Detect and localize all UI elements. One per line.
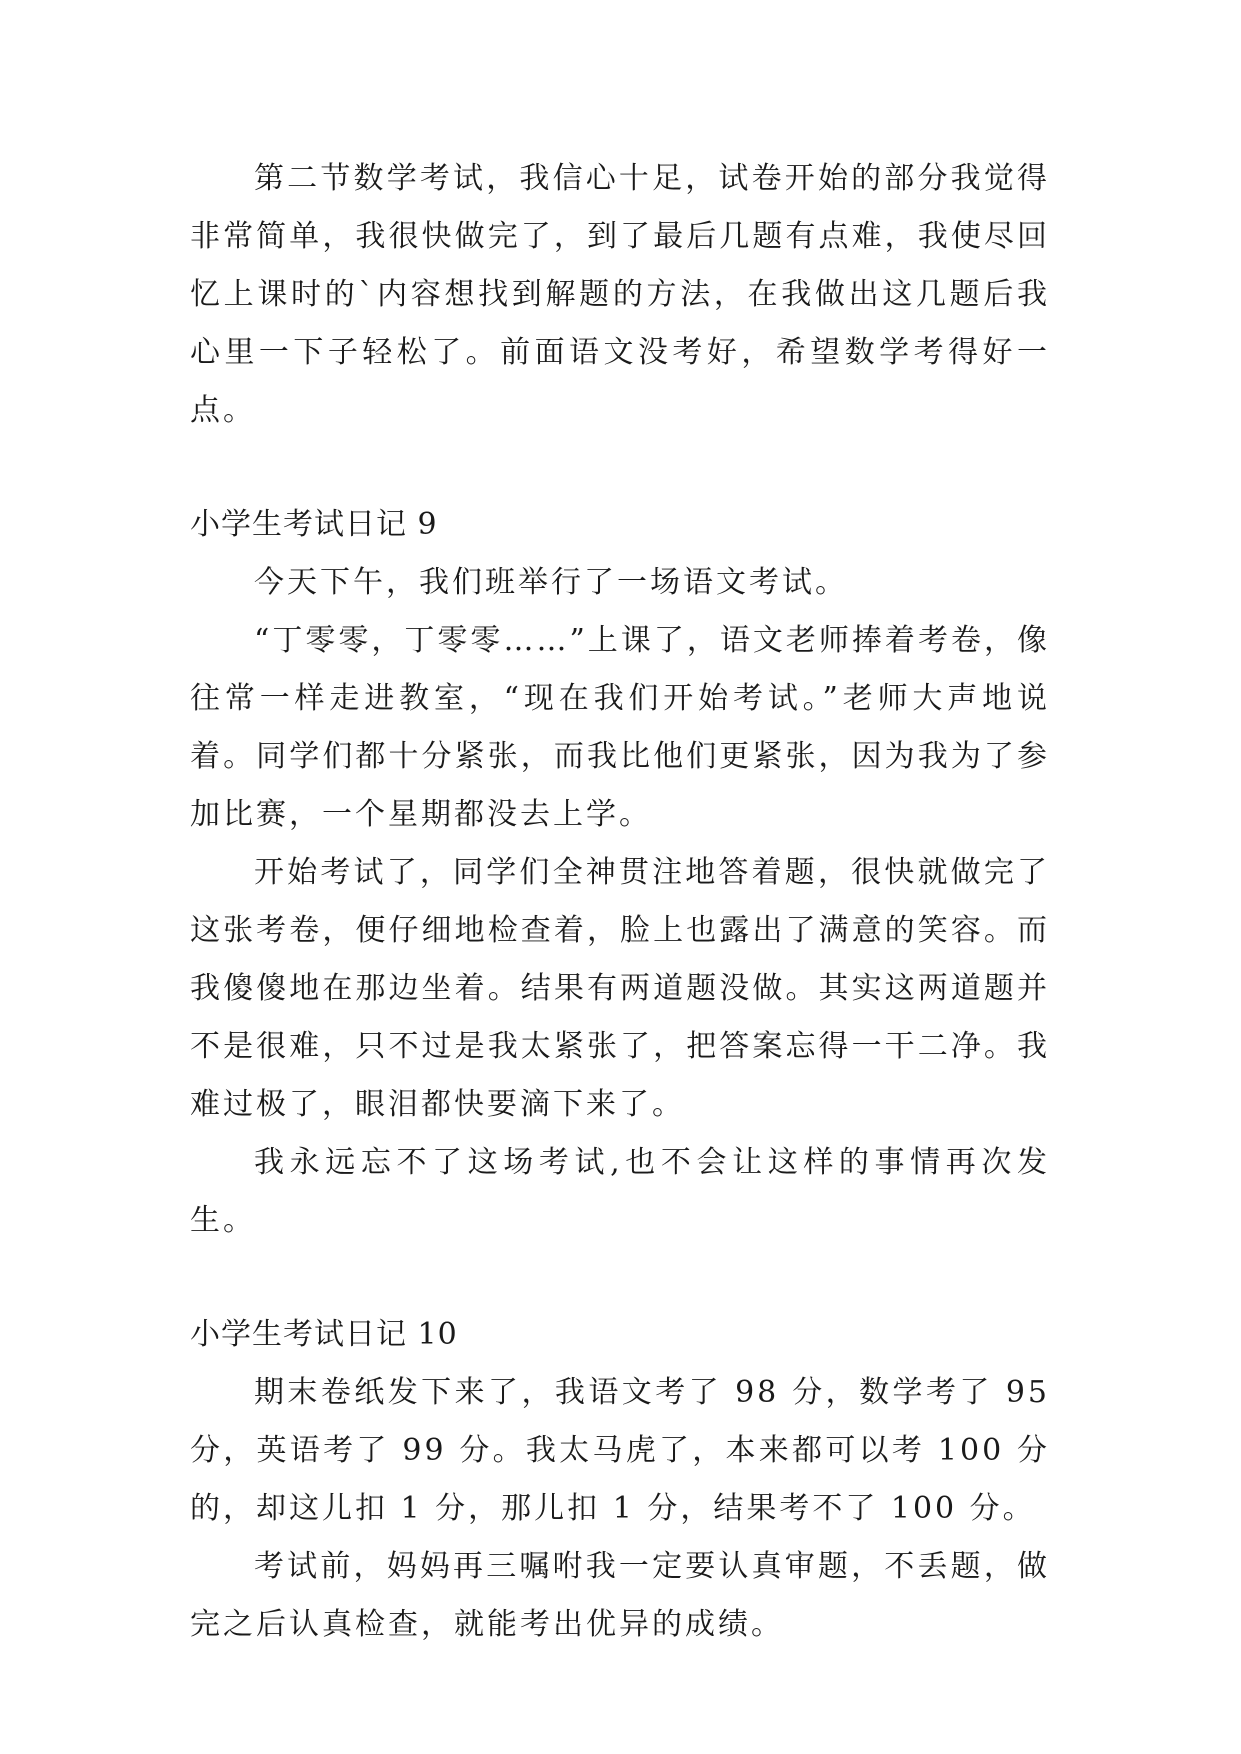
paragraph: 开始考试了，同学们全神贯注地答着题，很快就做完了这张考卷，便仔细地检查着，脸上也露出了满意的笑容。而我傻傻地在那边坐着。结果有两道题没做。其实这两道题并不是很难，只不过是我太紧张了，把答案忘得一干二净。我难过极了，眼泪都快要滴下来了。: [190, 855, 1050, 1122]
paragraph: 我永远忘不了这场考试,也不会让这样的事情再次发生。: [190, 1145, 1050, 1238]
paragraph: 考试前，妈妈再三嘱咐我一定要认真审题，不丢题，做完之后认真检查，就能考出优异的成绩。: [190, 1549, 1050, 1642]
document-page: [190, 150, 1050, 1654]
paragraph: 期末卷纸发下来了，我语文考了 98 分，数学考了 95 分，英语考了 99 分。我太马虎了，本来都可以考 100 分的，却这儿扣 1 分，那儿扣 1 分，结果考不了 100 分。: [190, 1375, 1050, 1526]
section-heading: 小学生考试日记 10: [190, 1317, 458, 1352]
section-gap: [190, 1250, 1050, 1306]
paragraph: 第二节数学考试，我信心十足，试卷开始的部分我觉得非常简单，我很快做完了，到了最后几题有点难，我使尽回忆上课时的`内容想找到解题的方法，在我做出这几题后我心里一下子轻松了。前面语文没考好，希望数学考得好一点。: [190, 161, 1050, 428]
paragraph: “丁零零，丁零零……”上课了，语文老师捧着考卷，像往常一样走进教室，“现在我们开始考试。”老师大声地说着。同学们都十分紧张，而我比他们更紧张，因为我为了参加比赛，一个星期都没去上学。: [190, 623, 1050, 832]
section-heading: 小学生考试日记 9: [190, 507, 438, 542]
section-gap: [190, 440, 1050, 496]
paragraph: 今天下午，我们班举行了一场语文考试。: [254, 565, 848, 600]
